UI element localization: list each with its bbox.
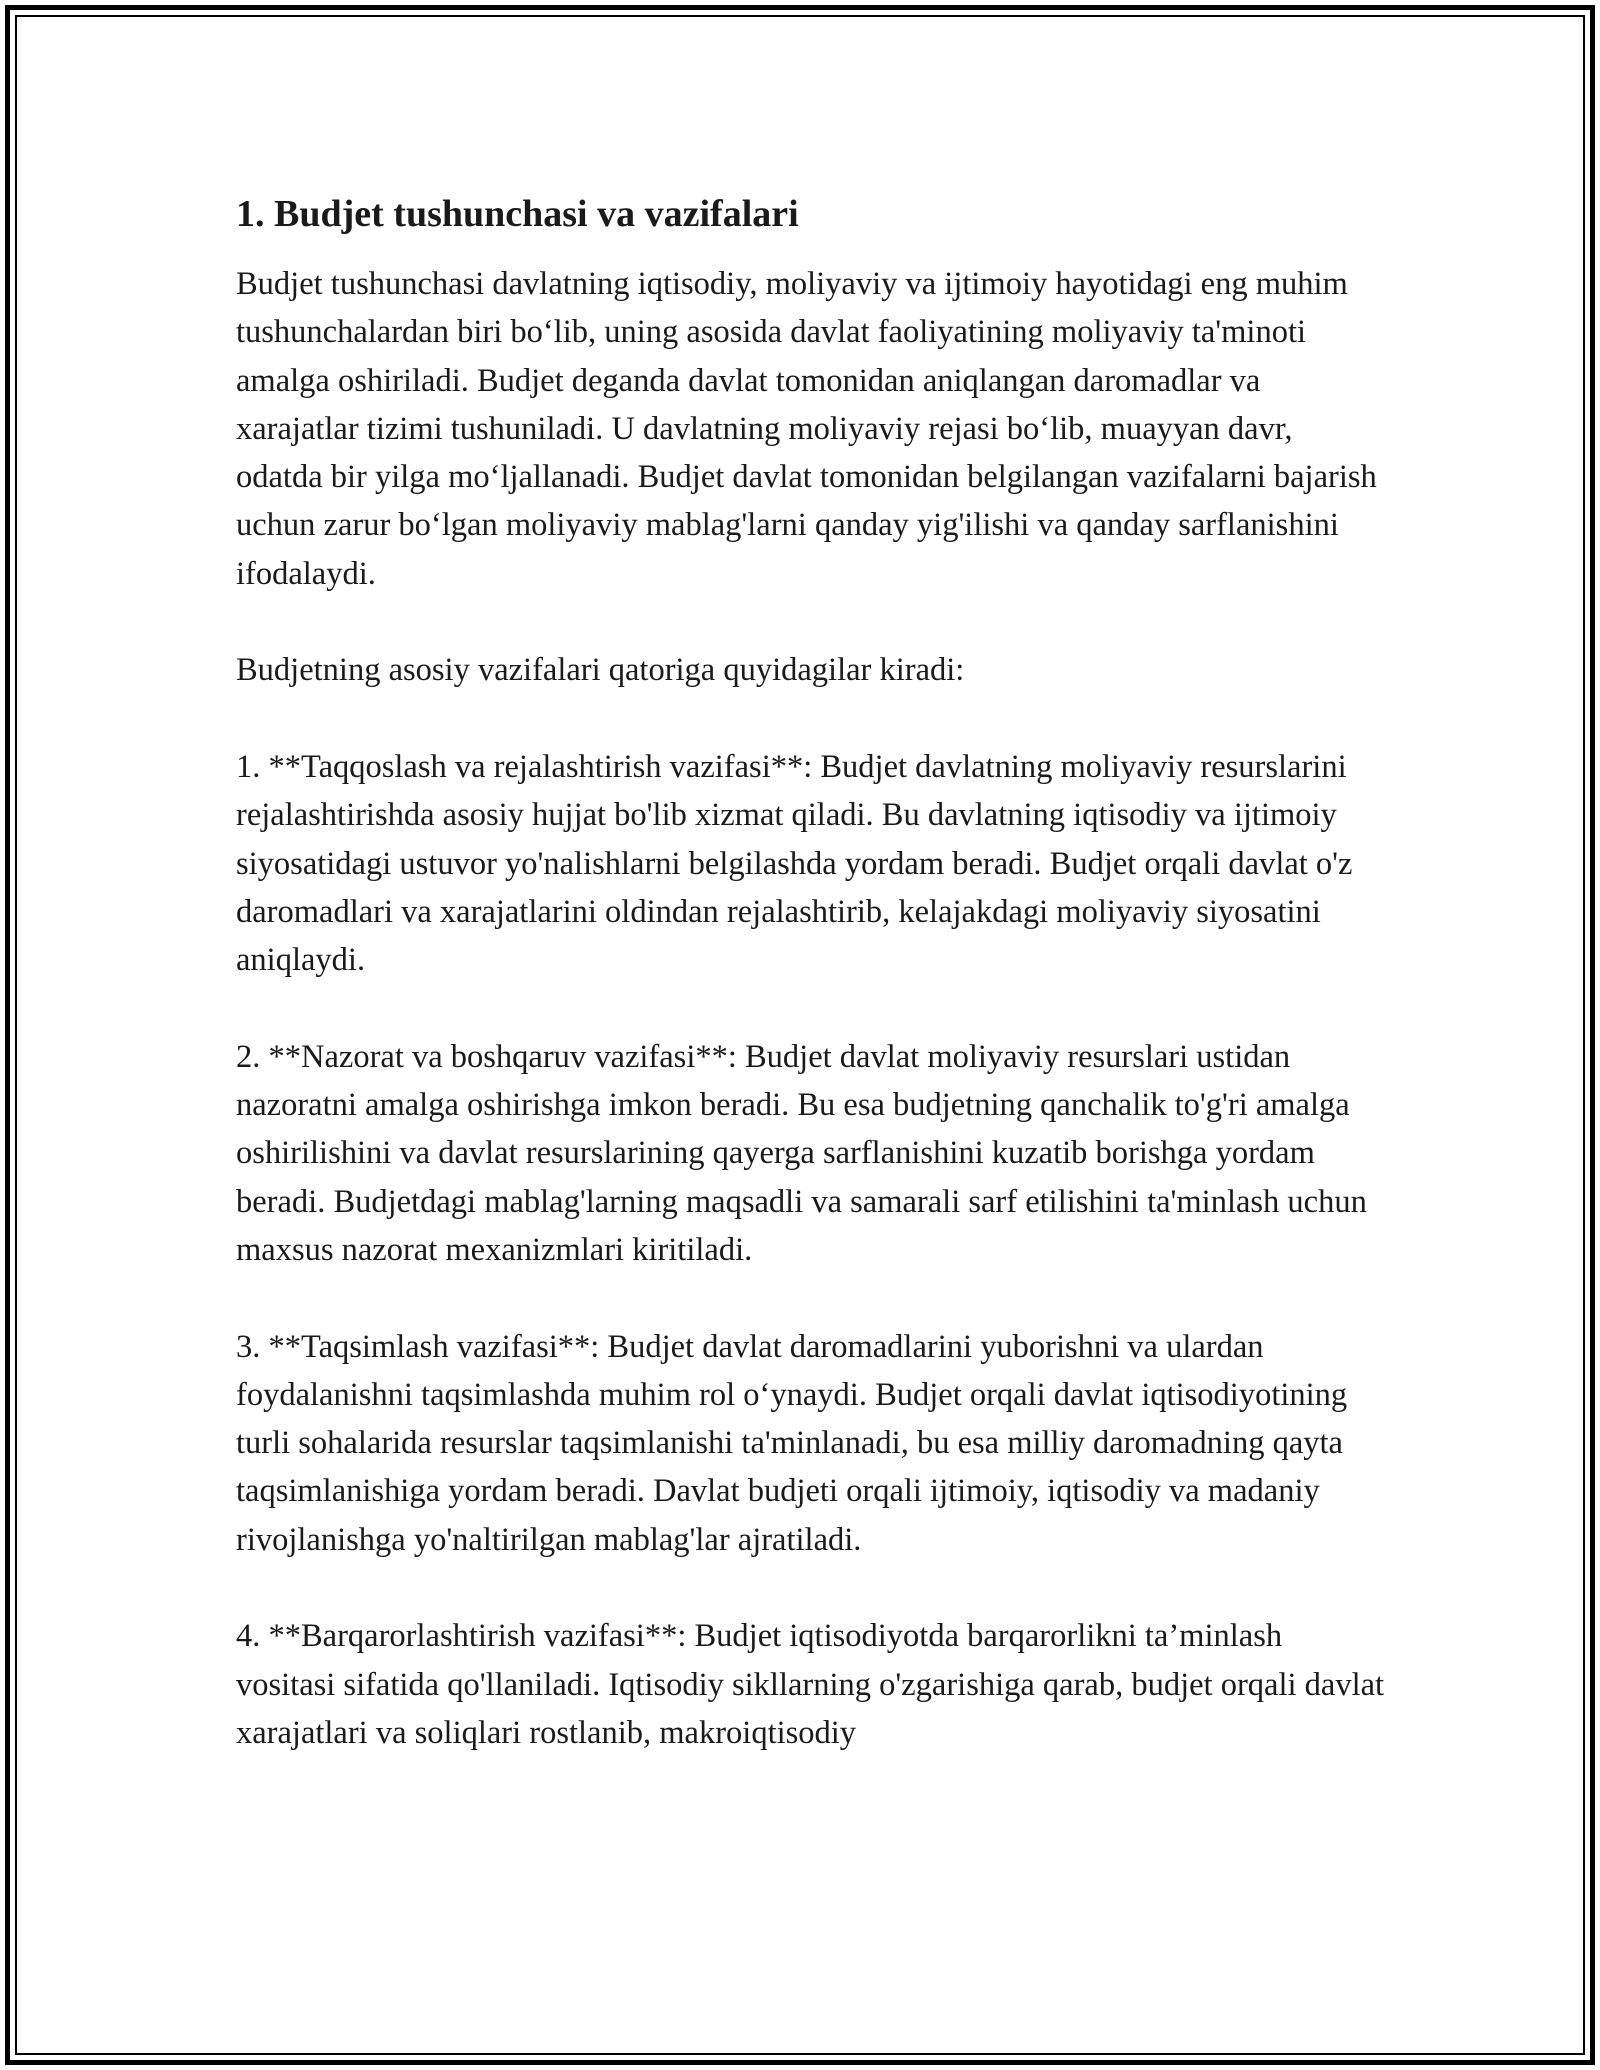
paragraph-intro: Budjet tushunchasi davlatning iqtisodiy, moliyaviy va ijtimoiy hayotidagi eng muhim tushunchalardan biri bo‘lib, uning asosida davlat faoliyatining moliyaviy ta'minoti amalga oshiriladi. Budjet deganda davlat tomonidan aniqlangan daromadlar va xarajatlar tizimi tushuniladi. U davlatning moliyaviy rejasi bo‘lib, muayyan davr, odatda bir yilga mo‘ljallanadi. Budjet davlat tomonidan belgilangan vazifalarni bajarish uchun zarur bo‘lgan moliyaviy mablag'larni qanday yig'ilishi va qanday sarflanishini ifodalaydi. (236, 266, 1377, 592)
document-title: 1. Budjet tushunchasi va vazifalari (236, 193, 799, 235)
paragraph-function-3: 3. **Taqsimlash vazifasi**: Budjet davlat daromadlarini yuborishni va ulardan foydalanishni taqsimlashda muhim rol o‘ynaydi. Budjet orqali davlat iqtisodiyotining turli sohalarida resurslar taqsimlanishi ta'minlanadi, bu esa milliy daromadning qayta taqsimlanishiga yordam beradi. Davlat budjeti orqali ijtimoiy, iqtisodiy va madaniy rivojlanishga yo'naltirilgan mablag'lar ajratiladi. (236, 1328, 1348, 1558)
paragraph-function-4: 4. **Barqarorlashtirish vazifasi**: Budjet iqtisodiyotda barqarorlikni ta’minlash vositasi sifatida qo'llaniladi. Iqtisodiy sikllarning o'zgarishiga qarab, budjet orqali davlat xarajatlari va soliqlari rostlanib, makroiqtisodiy (236, 1618, 1385, 1751)
document-body (236, 190, 1386, 1806)
paragraph-function-1: 1. **Taqqoslash va rejalashtirish vazifasi**: Budjet davlatning moliyaviy resurslarini rejalashtirishda asosiy hujjat bo'lib xizmat qiladi. Bu davlatning iqtisodiy va ijtimoiy siyosatidagi ustuvor yo'nalishlarni belgilashda yordam beradi. Budjet orqali davlat o'z daromadlari va xarajatlarini oldindan rejalashtirib, kelajakdagi moliyaviy siyosatini aniqlaydi. (236, 748, 1353, 979)
paragraph-functions-lead: Budjetning asosiy vazifalari qatoriga quyidagilar kiradi: (236, 652, 965, 689)
paragraph-function-2: 2. **Nazorat va boshqaruv vazifasi**: Budjet davlat moliyaviy resurslari ustidan nazoratni amalga oshirishga imkon beradi. Bu esa budjetning qanchalik to'g'ri amalga oshirilishini va davlat resurslarining qayerga sarflanishini kuzatib borishga yordam beradi. Budjetdagi mablag'larning maqsadli va samarali sarf etilishini ta'minlash uchun maxsus nazorat mexanizmlari kiritiladi. (236, 1038, 1367, 1268)
